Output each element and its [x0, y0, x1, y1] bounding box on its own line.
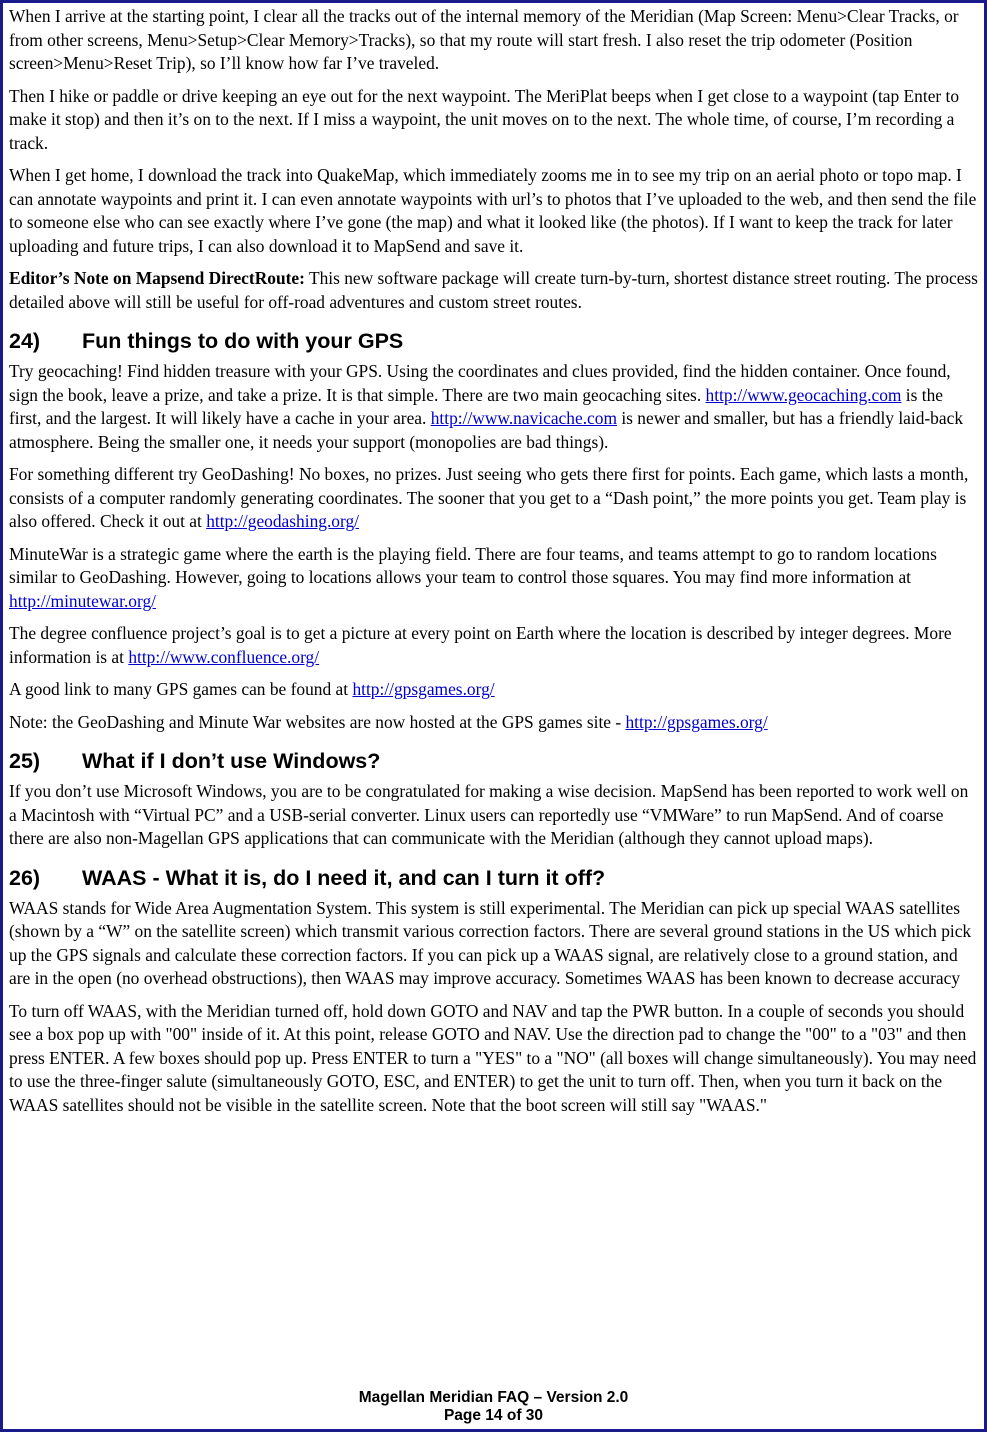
paragraph-waas-off: To turn off WAAS, with the Meridian turned off, hold down GOTO and NAV and tap the PWR button. In a couple of seconds you should see a box pop up with "00" inside of it. At this point, release GOTO and NAV. Use the direction pad to change the "00" to a "03" and then press ENTER. A few boxes should pop up. Press ENTER to turn a "YES" to a "NO" (all boxes will change simultaneously). You may need to use the three-finger salute (simultaneously GOTO, ESC, and ENTER) to get the unit to turn off. Then, when you turn it back on the WAAS satellites should not be visible in the satellite screen. Note that the boot screen will still say "WAAS." [9, 1000, 977, 1115]
gpsgames-link-2[interactable]: http://gpsgames.org/ [625, 711, 768, 732]
section-number: 25) [9, 749, 41, 773]
paragraph-arrive: When I arrive at the starting point, I clear all the tracks out of the internal memory of the Meridian (Map Screen: Menu>Clear Tracks, or from other screens, Menu>Setup>Clear Memory>Tracks), so that my route will start fresh. I also reset the trip odometer (Position screen>Menu>Reset Trip), so I’ll know how far I’ve traveled. [9, 6, 959, 73]
section-26-heading [9, 865, 978, 891]
paragraph-confluence [9, 622, 978, 669]
page-footer [3, 1389, 984, 1425]
text: For something different try GeoDashing! No boxes, no prizes. Just seeing who gets there first for points. Each game, which lasts a month, consists of a computer randomly generating coordinates. The sooner that you get to a “Dash point,” the more points you get. Team play is also offered. Check it out at [9, 464, 969, 531]
footer-title: Magellan Meridian FAQ – Version 2.0 [358, 1389, 629, 1406]
paragraph-note [9, 711, 978, 735]
section-title: What if I don’t use Windows? [82, 749, 381, 773]
section-number: 26) [9, 865, 41, 890]
text: Note: the GeoDashing and Minute War websites are now hosted at the GPS games site - [9, 711, 626, 732]
section-25-heading [9, 748, 978, 774]
text: is the first, and the largest. It will likely have a cache in your area. [9, 384, 943, 428]
paragraph-minutewar [9, 543, 978, 614]
text: The degree confluence project’s goal is to get a picture at every point on Earth where the location is described by integer degrees. More information is at [9, 623, 952, 667]
text: Try geocaching! Find hidden treasure with your GPS. Using the coordinates and clues provided, find the hidden container. Once found, sign the book, leave a prize, and take a prize. It is that simple. There are two main geocaching sites. [9, 361, 951, 405]
paragraph-geodashing [9, 463, 978, 534]
editor-note [9, 267, 978, 314]
text: MinuteWar is a strategic game where the earth is the playing field. There are four teams, and teams attempt to go to random locations similar to GeoDashing. However, going to locations allows your team to control those squares. You may find more information at [9, 543, 937, 587]
geocaching-link[interactable]: http://www.geocaching.com [705, 384, 902, 405]
editor-note-text: This new software package will create turn-by-turn, shortest distance street routing. The process detailed above will still be useful for off-road adventures and custom street routes. [9, 268, 978, 312]
gpsgames-link[interactable]: http://gpsgames.org/ [352, 679, 495, 699]
paragraph-windows: If you don’t use Microsoft Windows, you are to be congratulated for making a wise decision. MapSend has been reported to work well on a Macintosh with “Virtual PC” and a USB-serial converter. Linux users can reportedly use “VMWare” to run MapSend. And of coarse there are also non-Magellan GPS applications that can communicate with the Meridian (although they cannot upload maps). [9, 781, 969, 848]
section-title: Fun things to do with your GPS [82, 329, 404, 353]
section-number: 24) [9, 329, 41, 353]
paragraph-geocaching [9, 360, 978, 454]
minutewar-link[interactable]: http://minutewar.org/ [9, 590, 157, 611]
section-title: WAAS - What it is, do I need it, and can I turn it off? [82, 865, 606, 890]
text: A good link to many GPS games can be found at [9, 679, 353, 699]
paragraph-gpsgames [9, 678, 978, 702]
text: is newer and smaller, but has a friendly laid-back atmosphere. Being the smaller one, it needs your support (monopolies are bad things). [9, 408, 964, 452]
geodashing-link[interactable]: http://geodashing.org/ [206, 511, 360, 531]
confluence-link[interactable]: http://www.confluence.org/ [128, 646, 320, 667]
paragraph-home: When I get home, I download the track into QuakeMap, which immediately zooms me in to see my trip on an aerial photo or topo map. I can annotate waypoints and print it. I can even annotate waypoints with url’s to photos that I’ve uploaded to the web, and then send the file to someone else who can see exactly where I’ve gone (the map) and what it looked like (the photos). If I want to keep the track for later uploading and future trips, I can also download it to MapSend and save it. [9, 165, 977, 256]
editor-note-label: Editor’s Note on Mapsend DirectRoute: [9, 268, 305, 288]
section-24-heading [9, 328, 978, 354]
navicache-link[interactable]: http://www.navicache.com [430, 408, 617, 428]
footer-page-number: Page 14 of 30 [443, 1407, 544, 1424]
paragraph-waas-intro: WAAS stands for Wide Area Augmentation System. This system is still experimental. The Meridian can pick up special WAAS satellites (shown by a “W” on the satellite screen) which transmit various correction factors. There are several ground stations in the US which pick up the GPS signals and calculate these correction factors. If you can pick up a WAAS signal, are relatively close to a ground station, and are in the open (no overhead obstructions), then WAAS may improve accuracy. Sometimes WAAS has been known to decrease accuracy [9, 897, 972, 988]
paragraph-hike: Then I hike or paddle or drive keeping an eye out for the next waypoint. The MeriPlat beeps when I get close to a waypoint (tap Enter to make it stop) and then it’s on to the next. If I miss a waypoint, the unit moves on to the next. The whole time, of course, I’m recording a track. [9, 85, 960, 153]
